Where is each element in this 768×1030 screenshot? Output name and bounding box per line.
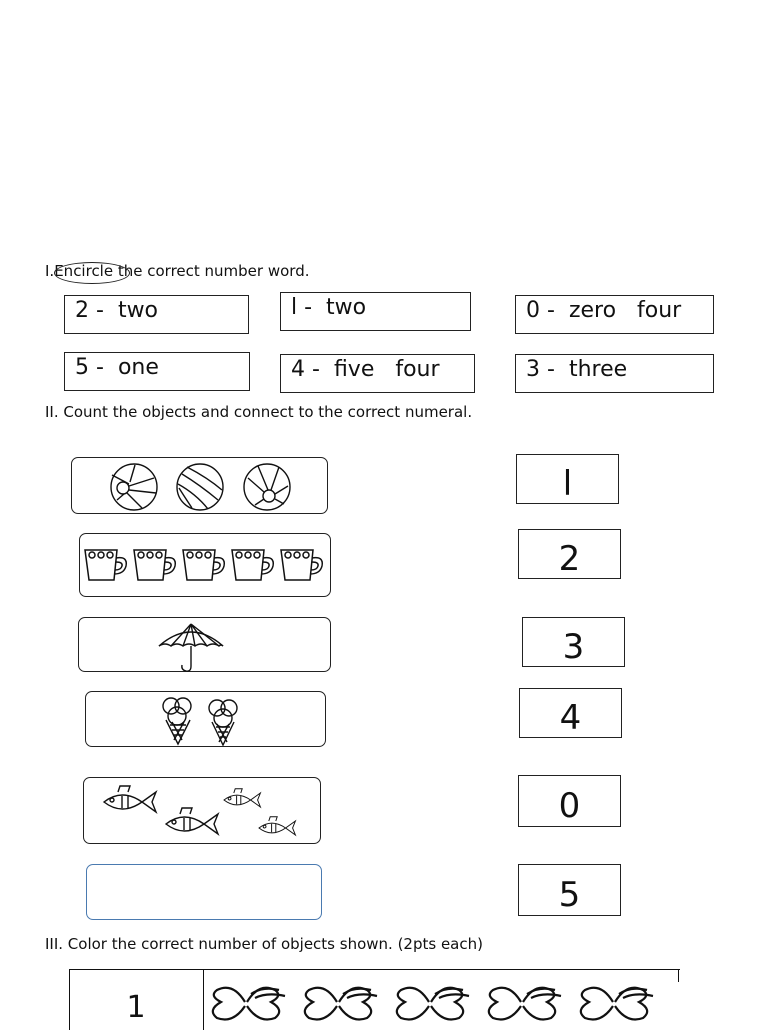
section1-prefix: I.	[45, 262, 55, 280]
table-divider	[203, 970, 204, 1030]
word-box-words: one	[117, 355, 159, 380]
word-box-words: zero four	[568, 298, 682, 323]
word-box-words: two	[326, 295, 367, 320]
numeral-box-3[interactable]	[522, 617, 625, 667]
encircle-oval	[54, 262, 130, 284]
section1-instruction-rest: the correct number word.	[113, 262, 310, 280]
object-box-empty[interactable]	[86, 864, 322, 920]
object-box-fish[interactable]	[83, 777, 321, 844]
word-box-4[interactable]	[64, 352, 250, 391]
word-box-numeral: 3 -	[526, 357, 555, 382]
word-box-5[interactable]	[280, 354, 475, 393]
word-box-numeral: 2 -	[75, 298, 104, 323]
object-box-ice-creams[interactable]	[85, 691, 326, 747]
encircle-word: Encircle	[54, 262, 114, 280]
numeral-label: 0	[558, 786, 581, 826]
umbrella-icon	[159, 624, 223, 671]
word-box-words: five four	[333, 357, 440, 382]
cup-icon	[85, 550, 126, 580]
color-table	[69, 969, 680, 1030]
butterfly-icon	[213, 988, 285, 1020]
cup-icon	[183, 550, 224, 580]
object-box-umbrella[interactable]	[78, 617, 331, 672]
butterfly-icon	[397, 988, 469, 1020]
numeral-label: 5	[558, 875, 581, 915]
umbrella-group	[79, 618, 332, 673]
table-right-tick	[678, 970, 679, 982]
butterfly-icon	[581, 988, 653, 1020]
fish-icon	[104, 786, 156, 812]
butterfly-icon	[489, 988, 561, 1020]
word-box-numeral: 4 -	[291, 357, 320, 382]
numeral-label: 2	[558, 539, 581, 579]
section3-instruction: III. Color the correct number of objects shown. (2pts each)	[45, 935, 483, 953]
ball-icon	[177, 464, 223, 510]
cup-icon	[232, 550, 273, 580]
numeral-box-2[interactable]	[518, 529, 621, 579]
numeral-box-5[interactable]	[518, 775, 621, 827]
ball-icon	[244, 464, 290, 510]
word-box-3[interactable]	[515, 295, 714, 334]
word-box-1[interactable]	[64, 295, 249, 334]
fish-icon	[166, 808, 218, 834]
section2-instruction: II. Count the objects and connect to the correct numeral.	[45, 403, 473, 421]
object-box-balls[interactable]	[71, 457, 328, 514]
ice-cream-icon	[209, 700, 237, 745]
word-box-words: three	[568, 357, 628, 382]
fish-group	[84, 778, 322, 845]
word-box-numeral: 5 -	[75, 355, 104, 380]
cups-group	[80, 534, 332, 598]
numeral-box-1[interactable]	[516, 454, 619, 504]
ice-creams-group	[86, 692, 327, 748]
fish-icon	[259, 817, 295, 835]
word-box-2[interactable]	[280, 292, 471, 331]
word-box-words: two	[117, 298, 159, 323]
word-box-numeral: 0 -	[526, 298, 555, 323]
butterflies-group	[207, 980, 677, 1030]
numeral-label: 3	[562, 627, 585, 667]
numeral-label: 4	[559, 698, 582, 738]
butterfly-icon	[305, 988, 377, 1020]
ice-cream-icon	[163, 698, 191, 744]
cup-icon	[134, 550, 175, 580]
balls-group	[72, 458, 329, 515]
object-box-cups[interactable]	[79, 533, 331, 597]
word-box-numeral: l -	[291, 295, 313, 320]
row-number: 1	[126, 990, 146, 1025]
cup-icon	[281, 550, 322, 580]
ball-icon	[111, 464, 157, 510]
numeral-box-4[interactable]	[519, 688, 622, 738]
numeral-label: l	[562, 464, 573, 504]
fish-icon	[224, 789, 260, 807]
numeral-box-6[interactable]	[518, 864, 621, 916]
word-box-6[interactable]	[515, 354, 714, 393]
